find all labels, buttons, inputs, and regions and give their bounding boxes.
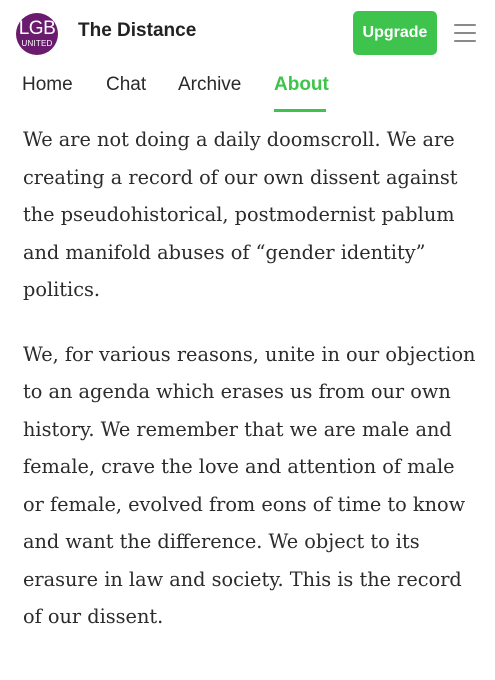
menu-bar-bottom (454, 40, 476, 42)
hamburger-menu-icon[interactable] (454, 24, 476, 42)
logo-text-secondary: UNITED (21, 39, 53, 48)
publication-logo[interactable] (16, 13, 58, 55)
tab-about[interactable]: About (274, 74, 329, 95)
menu-bar-middle (454, 32, 476, 34)
publication-title[interactable]: The Distance (78, 20, 197, 41)
about-paragraph: We, for various reasons, unite in our objection to an agenda which erases us from our own history. We remember that we are male and female, crave the love and attention of male or female, evolved from eons of time to know and want the difference. We object to its erasure in law and society. This is the record of our dissent. (23, 342, 476, 628)
active-tab-indicator (274, 109, 326, 112)
tab-chat[interactable]: Chat (106, 74, 147, 95)
navigation-tabs (0, 66, 495, 116)
about-paragraph: We are not doing a daily doomscroll. We are creating a record of our own dissent against the pseudohistorical, postmodernist pablum and manifold abuses of “gender identity” politics. (23, 128, 458, 301)
about-content (23, 120, 478, 636)
tab-archive[interactable]: Archive (178, 74, 242, 95)
top-bar (0, 0, 495, 64)
upgrade-button[interactable]: Upgrade (353, 11, 437, 55)
tab-home[interactable]: Home (22, 74, 73, 95)
logo-text-primary: LGB (18, 18, 56, 39)
menu-bar-top (454, 24, 476, 26)
